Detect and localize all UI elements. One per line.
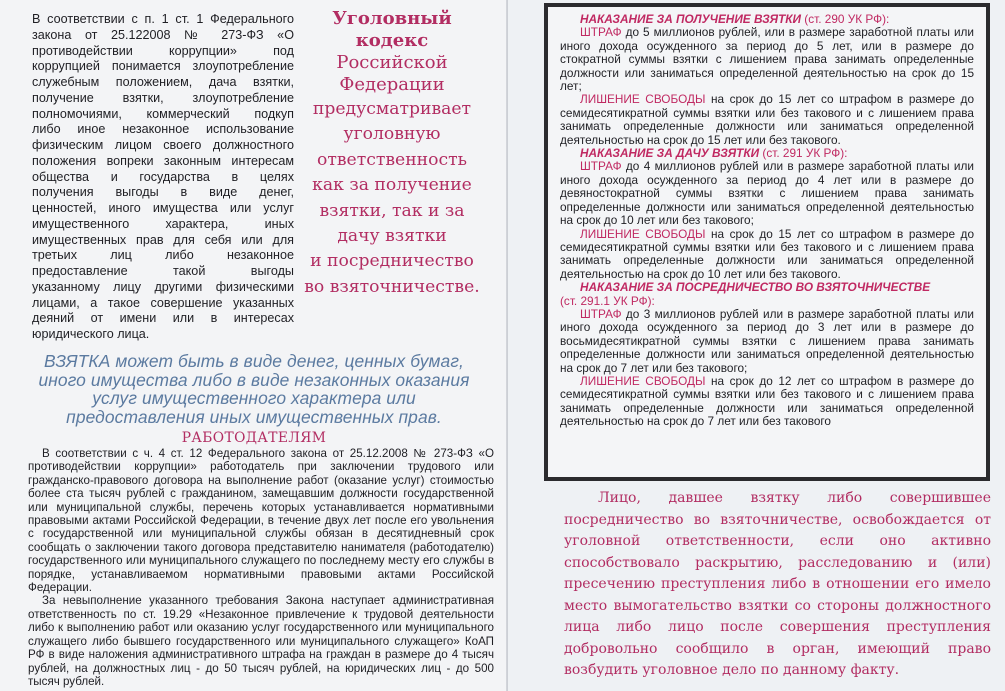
fine-keyword: ШТРАФ	[580, 159, 622, 174]
article-ref: (ст. 290 УК РФ):	[804, 12, 890, 26]
prison-keyword: ЛИШЕНИЕ СВОБОДЫ	[580, 226, 706, 241]
intro-line: получение взятки, злоупотребление	[32, 90, 294, 105]
criminal-code-callout	[300, 8, 484, 299]
callout-title: Российской	[336, 52, 448, 73]
callout-line: как за получение	[312, 175, 472, 196]
prison-text: на срок до 12 лет со штрафом в размере до семидесятикратной суммы взятки или без такового и с лишением права занимать определенные должности или заниматься определенной деятельностью на срок до 7 лет или без такового	[560, 373, 975, 429]
heading-text: НАКАЗАНИЕ ЗА ПОСРЕДНИЧЕСТВО ВО ВЗЯТОЧНИЧЕСТВЕ	[580, 280, 931, 295]
employers-paragraph: За невыполнение указанного требования Закона наступает административная ответственность по ст. 19.29 «Незаконное привлечение к трудовой деятельности либо к выполнению работ или оказанию услуг государственного или муниципального служащего либо бывшего государственного или муниципального служащего» КоАП РФ в виде наложения административного штрафа на граждан в размере до 4 тысяч рублей, на должностных лиц - до 50 тысяч рублей, на юридических лиц - до 500 тысяч рублей.	[28, 594, 494, 688]
intro-line: ценностей, иного имущества или услуг	[32, 201, 294, 215]
prison-paragraph	[560, 228, 974, 282]
fine-keyword: ШТРАФ	[580, 25, 622, 40]
intro-line: имущественных прав для себя или для	[32, 232, 294, 247]
article-ref: (ст. 291 УК РФ):	[762, 146, 848, 161]
intro-line: юридического лица.	[32, 327, 150, 341]
callout-line: во взяточничестве.	[304, 276, 480, 297]
intro-line: лицами, а такое совершение указанных	[32, 295, 294, 310]
intro-line: положения вопреки законным интересам	[32, 153, 294, 168]
callout-title: Уголовный	[332, 8, 452, 29]
heading-text: НАКАЗАНИЕ ЗА ПОЛУЧЕНИЕ ВЗЯТКИ	[580, 12, 802, 26]
fine-text: до 5 миллионов рублей, или в размере заработной платы или иного дохода осужденного за период до 5 лет, или в размере до стократной суммы взятки с лишением права занимать определенные должности или заниматься определенной деятельностью на срок до 15 лет;	[560, 25, 975, 94]
banner-line: услуг имущественного характера или	[92, 388, 416, 408]
intro-line: служебным положением, дача взятки,	[32, 75, 294, 89]
section-heading	[560, 147, 974, 160]
prison-text: на срок до 15 лет со штрафом в размере до семидесятикратной суммы взятки или без такового и с лишением права занимать определенные должности или заниматься определенной деятельностью на срок до 10 лет или без такового.	[560, 226, 975, 281]
employers-heading: РАБОТОДАТЕЛЯМ	[181, 430, 327, 446]
intro-line: физическим лицом своего должностного	[32, 138, 294, 152]
callout-line: уголовную	[343, 124, 441, 145]
intro-line: третьих лиц либо незаконное	[32, 248, 294, 263]
callout-line: дачу взятки	[337, 226, 447, 247]
fine-text: до 3 миллионов рублей или в размере заработной платы или иного дохода осужденного за период до 3 лет или в размере до восьмидесятикратной суммы взятки с лишением права занимать определенные должности или заниматься определенной деятельностью на срок до 7 лет или без такового;	[560, 306, 974, 375]
intro-line: указанному лицу другими физическими	[32, 279, 294, 294]
section-heading	[560, 281, 974, 308]
intro-line: закона от 25.122008 № 273-ФЗ «О	[32, 27, 294, 42]
prison-keyword: ЛИШЕНИЕ СВОБОДЫ	[580, 92, 706, 107]
callout-line: предусматривает	[312, 99, 472, 119]
callout-title: кодекс	[355, 30, 429, 51]
callout-line: взятки, так и за	[319, 200, 465, 221]
callout-line: и посредничество	[310, 251, 474, 272]
penalties-box	[544, 3, 990, 481]
employers-section	[28, 447, 494, 688]
prison-text: на срок до 15 лет со штрафом в размере до семидесятикратной суммы взятки или без такового и с лишением права занимать определенные должности или заниматься определенной деятельностью на срок до 15 лет или без такового.	[560, 92, 975, 147]
fine-paragraph	[560, 160, 974, 227]
banner-line: иного имущества либо в виде незаконных оказания	[38, 369, 470, 390]
fine-keyword: ШТРАФ	[580, 306, 622, 321]
intro-line: либо иное незаконное использование	[32, 122, 294, 137]
right-page	[508, 0, 1005, 691]
intro-line: противодействии коррупции» под	[32, 43, 294, 58]
section-heading	[560, 13, 974, 26]
intro-paragraph	[32, 12, 294, 343]
intro-line: коррупцией понимается злоупотребление	[32, 59, 294, 74]
banner-line: ВЗЯТКА может быть в виде денег, ценных бумаг,	[44, 351, 464, 371]
prison-paragraph	[560, 375, 974, 429]
intro-line: В соответствии с п. 1 ст. 1 Федерального	[32, 12, 294, 26]
intro-line: деяний от имени или в интересах	[32, 311, 294, 326]
employers-paragraph: В соответствии с ч. 4 ст. 12 Федерального закона от 25.12.2008 № 273-ФЗ «О противодействии коррупции» работодатель при заключении трудового или гражданско-правового договора на выполнение работ (оказание услуг) стоимостью более ста тысяч рублей с гражданином, замещавшим должности государственной или муниципальной службы, перечень которых устанавливается нормативными правовыми актами Российской Федерации, в течение двух лет после его увольнения с государственной или муниципальной службы обязан в десятидневный срок сообщать о заключении такого договора представителю нанимателя (работодателю) государственного или муниципального служащего по последнему месту его службы в порядке, устанавливаемом нормативными правовыми актами Российской Федерации.	[28, 447, 494, 595]
intro-line: получения выгоды в виде денег,	[32, 185, 294, 200]
intro-line: имущественного характера, иных	[32, 216, 294, 231]
bribe-definition-banner	[14, 352, 494, 426]
intro-line: общества и государства в целях	[32, 169, 294, 184]
intro-line: полномочиями, коммерческий подкуп	[32, 106, 294, 121]
banner-line: предоставления иных имущественных прав.	[66, 406, 442, 427]
callout-title: Федерации	[339, 74, 445, 95]
fine-text: до 4 миллионов рублей или в размере заработной платы или иного дохода осужденного за период до 4 лет или в размере до девяностократной суммы взятки с лишением права занимать определенные должности или заниматься определенной деятельностью на срок до 10 лет или без такового;	[560, 159, 974, 228]
article-ref: (ст. 291.1 УК РФ):	[560, 293, 655, 308]
callout-line: ответственность	[317, 149, 467, 170]
prison-paragraph	[560, 93, 974, 147]
exemption-paragraph: Лицо, давшее взятку либо совершившее посредничество во взяточничестве, освобождается от уголовной ответственности, если оно активно способствовало раскрытию, расследованию и (или) пресечению преступления либо в отношении его имело место вымогательство взятки со стороны должностного лица либо лицо после совершения преступления добровольно сообщило в орган, имеющий право возбудить уголовное дело по данному факту.	[564, 490, 991, 678]
fine-paragraph	[560, 26, 974, 93]
prison-keyword: ЛИШЕНИЕ СВОБОДЫ	[580, 373, 706, 388]
intro-line: предоставление такой выгоды	[32, 264, 294, 278]
fine-paragraph	[560, 308, 974, 375]
heading-text: НАКАЗАНИЕ ЗА ДАЧУ ВЗЯТКИ	[580, 146, 760, 161]
